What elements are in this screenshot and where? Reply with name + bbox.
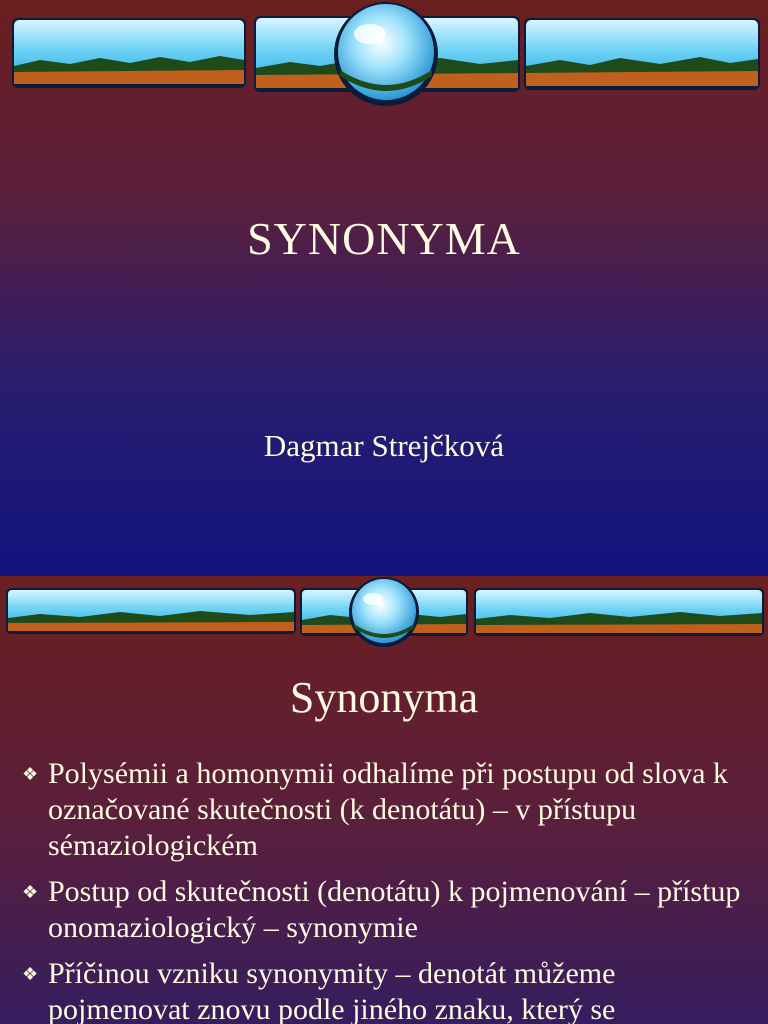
- landscape-banner: [0, 576, 768, 656]
- slide-title: Synonyma: [289, 673, 479, 722]
- list-item: [22, 956, 752, 1024]
- bullet-list: [22, 756, 752, 1024]
- banner-panel-left: [6, 588, 296, 634]
- list-item: [22, 756, 752, 864]
- slide-title: SYNONYMA: [247, 213, 521, 264]
- banner-panel-right: [474, 588, 764, 636]
- list-item: [22, 874, 752, 946]
- diamond-bullet-icon: ❖: [22, 764, 39, 784]
- diamond-bullet-icon: ❖: [22, 964, 39, 984]
- diamond-bullet-icon: ❖: [22, 882, 39, 902]
- banner-panel-left: [12, 18, 246, 88]
- landscape-banner: [0, 0, 768, 110]
- globe-emblem: [334, 2, 438, 106]
- globe-emblem: [349, 577, 419, 647]
- list-item-text: Postup od skutečnosti (denotátu) k pojmenování – přístup onomaziologický – synonymie: [48, 875, 741, 944]
- banner-panel-right: [524, 18, 760, 90]
- list-item-text: Příčinou vzniku synonymity – denotát můžeme pojmenovat znovu podle jiného znaku, který se: [48, 957, 616, 1024]
- author-name: Dagmar Strejčková: [263, 428, 505, 463]
- content-slide: [0, 576, 768, 1024]
- list-item-text: Polysémii a homonymii odhalíme při postupu od slova k označované skutečnosti (k denotátu) – v přístupu sémaziologickém: [48, 757, 728, 862]
